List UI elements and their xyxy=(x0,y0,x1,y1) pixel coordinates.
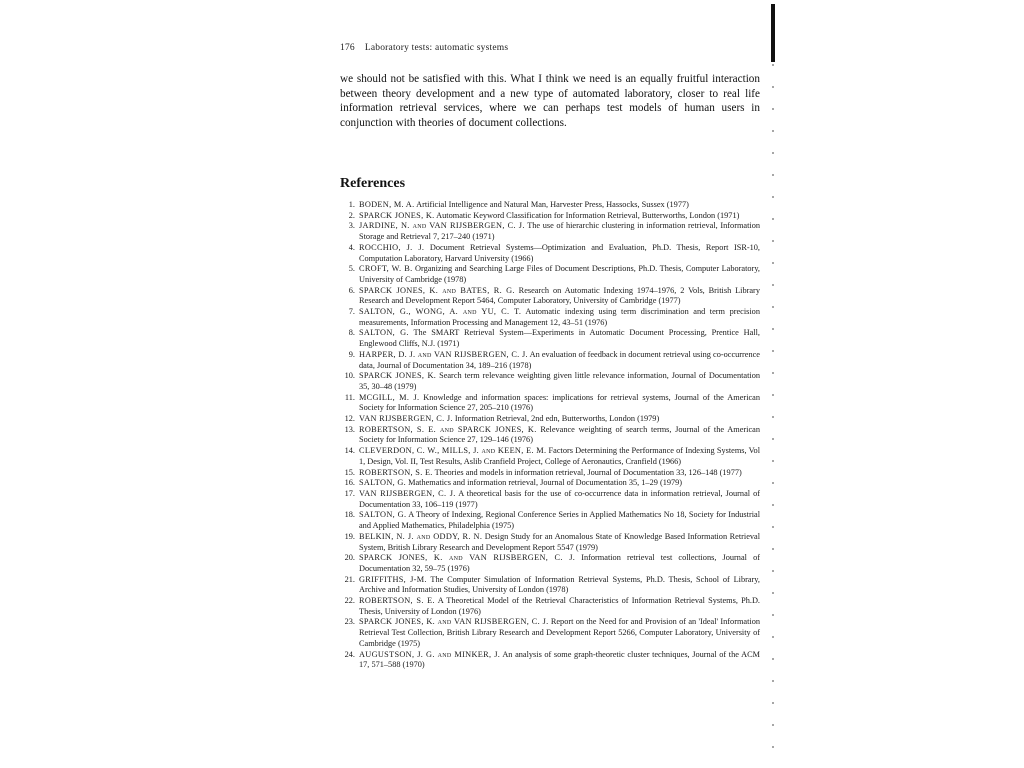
reference-item xyxy=(340,532,760,553)
reference-text: The SMART Retrieval System—Experiments in Automatic Document Processing, Prentice Hall, Englewood Cliffs, N.J. (1971) xyxy=(359,328,760,349)
page-number: 176 xyxy=(340,43,355,53)
reference-text: Artificial Intelligence and Natural Man, Harvester Press, Hassocks, Sussex (1977) xyxy=(416,200,689,209)
reference-text: Document Retrieval Systems—Optimization and Evaluation, Ph.D. Thesis, Report ISR-10, Computation Laboratory, Harvard University (1966) xyxy=(359,242,761,263)
reference-item xyxy=(340,510,760,531)
reference-authors: SALTON, G., WONG, A. and YU, C. T. xyxy=(359,307,522,317)
reference-item xyxy=(340,350,760,371)
reference-item xyxy=(340,617,760,649)
reference-authors: BELKIN, N. J. and ODDY, R. N. xyxy=(359,531,483,541)
reference-text: Mathematics and information retrieval, Journal of Documentation 35, 1–29 (1979) xyxy=(408,478,683,488)
reference-authors: SPARCK JONES, K. and BATES, R. G. xyxy=(359,285,515,295)
reference-text: The Computer Simulation of Information Retrieval Systems, Ph.D. Thesis, School of Library, Archive and Information Studies, University of London (1978) xyxy=(359,574,760,595)
scan-edge-mark xyxy=(771,4,775,62)
reference-authors: SPARCK JONES, K. and VAN RIJSBERGEN, C. J. xyxy=(359,553,576,563)
reference-number: 9. xyxy=(348,349,355,359)
reference-authors: ROBERTSON, S. E. xyxy=(359,596,435,606)
reference-authors: SPARCK JONES, K. xyxy=(359,210,435,220)
reference-number: 8. xyxy=(348,328,355,338)
reference-text: Information Retrieval, 2nd edn, Butterworths, London (1979) xyxy=(454,414,660,424)
reference-item xyxy=(340,264,760,285)
reference-item xyxy=(340,211,760,222)
reference-number: 17. xyxy=(344,488,355,498)
reference-text: Research on Automatic Indexing 1974–1976, 2 Vols, British Library Research and Development Report 5464, Computer Laboratory, University of Cambridge (1977) xyxy=(359,285,760,306)
reference-authors: SALTON, G. xyxy=(359,510,407,520)
reference-number: 14. xyxy=(344,446,355,456)
reference-item xyxy=(340,446,760,467)
reference-text: An analysis of some graph-theoretic cluster techniques, Journal of the ACM 17, 571–588 (1970) xyxy=(359,649,760,670)
reference-item xyxy=(340,286,760,307)
reference-number: 18. xyxy=(344,510,355,520)
reference-item xyxy=(340,243,760,264)
reference-number: 24. xyxy=(344,649,355,659)
reference-number: 23. xyxy=(344,617,355,627)
reference-number: 13. xyxy=(344,424,355,434)
reference-number: 20. xyxy=(344,553,355,563)
reference-text: Knowledge and information spaces: implications for retrieval systems, Journal of the American Society for Information Science 27, 205–210 (1976) xyxy=(359,392,761,413)
reference-number: 10. xyxy=(344,371,355,381)
reference-authors: SPARCK JONES, K. xyxy=(359,371,437,381)
reference-item xyxy=(340,200,760,211)
reference-text: Organizing and Searching Large Files of Document Descriptions, Ph.D. Thesis, Computer Laboratory, University of Cambridge (1978) xyxy=(359,264,760,284)
reference-authors: VAN RIJSBERGEN, C. J. xyxy=(359,488,456,498)
reference-authors: MCGILL, M. J. xyxy=(359,392,420,402)
reference-text: Search term relevance weighting given little relevance information, Journal of Documentation 35, 30–48 (1979) xyxy=(359,371,760,391)
reference-item xyxy=(340,468,760,479)
reference-text: Information retrieval test collections, Journal of Documentation 32, 59–75 (1976) xyxy=(359,553,760,573)
reference-item xyxy=(340,596,760,617)
reference-text: Theories and models in information retrieval, Journal of Documentation 33, 126–148 (1977) xyxy=(434,467,742,477)
running-head xyxy=(340,43,508,53)
reference-number: 15. xyxy=(344,467,355,477)
reference-item xyxy=(340,478,760,489)
reference-text: Report on the Need for and Provision of an 'Ideal' Information Retrieval Test Collection, British Library Research and Development Report 5266, Computer Laboratory, University of Cambridge (1975) xyxy=(359,617,760,648)
reference-authors: AUGUSTSON, J. G. and MINKER, J. xyxy=(359,649,501,659)
intro-paragraph: we should not be satisfied with this. What I think we need is an equally fruitful interaction between theory development and a new type of automated laboratory, closer to real life information retrieval services, where we can perhaps test models of human users in conjunction with theories of document collections. xyxy=(340,73,760,129)
reference-authors: ROBERTSON, S. E. xyxy=(359,467,433,477)
reference-number: 22. xyxy=(344,596,355,606)
reference-authors: HARPER, D. J. and VAN RIJSBERGEN, C. J. xyxy=(359,349,528,359)
reference-number: 7. xyxy=(348,307,355,317)
scan-edge-dots xyxy=(772,64,774,754)
reference-text: The use of hierarchic clustering in information retrieval, Information Storage and Retrieval 7, 217–240 (1971) xyxy=(359,221,761,242)
reference-text: A theoretical basis for the use of co-occurrence data in information retrieval, Journal of Documentation 33, 106–119 (1977) xyxy=(359,488,760,509)
reference-text: Relevance weighting of search terms, Journal of the American Society for Information Science 27, 129–146 (1976) xyxy=(359,424,760,445)
reference-text: Factors Determining the Performance of Indexing Systems, Vol 1, Design, Vol. II, Test Results, Aslib Cranfield Project, College of Aeronautics, Cranfield (1966) xyxy=(359,446,760,466)
reference-number: 1. xyxy=(348,200,355,209)
reference-item xyxy=(340,307,760,328)
reference-item xyxy=(340,221,760,242)
reference-authors: ROBERTSON, S. E. and SPARCK JONES, K. xyxy=(359,424,537,434)
reference-text: Automatic indexing using term discrimination and term precision measurements, Information Processing and Management 12, 43–51 (1976) xyxy=(359,307,760,327)
reference-authors: SALTON, G. xyxy=(359,328,409,338)
reference-authors: JARDINE, N. and VAN RIJSBERGEN, C. J. xyxy=(359,221,525,231)
reference-number: 16. xyxy=(344,478,355,488)
reference-authors: CLEVERDON, C. W., MILLS, J. and KEEN, E. M. xyxy=(359,446,547,456)
reference-item xyxy=(340,489,760,510)
reference-item xyxy=(340,414,760,425)
reference-item xyxy=(340,650,760,671)
reference-number: 6. xyxy=(348,285,355,295)
reference-item xyxy=(340,553,760,574)
reference-item xyxy=(340,393,760,414)
reference-number: 5. xyxy=(348,264,355,274)
reference-item xyxy=(340,328,760,349)
reference-authors: CROFT, W. B. xyxy=(359,264,413,274)
reference-authors: SPARCK JONES, K. and VAN RIJSBERGEN, C. J. xyxy=(359,617,549,627)
reference-item xyxy=(340,575,760,596)
reference-item xyxy=(340,425,760,446)
reference-authors: VAN RIJSBERGEN, C. J. xyxy=(359,414,453,424)
reference-text: A Theoretical Model of the Retrieval Characteristics of Information Retrieval Systems, Ph.D. Thesis, University of London (1976) xyxy=(359,596,761,616)
reference-authors: ROCCHIO, J. J. xyxy=(359,242,425,252)
reference-number: 3. xyxy=(348,221,355,231)
running-head-title: Laboratory tests: automatic systems xyxy=(364,43,509,53)
reference-text: A Theory of Indexing, Regional Conference Series in Applied Mathematics No 18, Society for Industrial and Applied Mathematics, Philadelphia (1975) xyxy=(359,510,761,531)
reference-authors: SALTON, G. xyxy=(359,478,407,488)
reference-number: 2. xyxy=(348,210,355,220)
reference-text: Design Study for an Anomalous State of Knowledge Based Information Retrieval System, British Library Research and Development Report 5547 (1979) xyxy=(359,531,761,552)
reference-text: An evaluation of feedback in document retrieval using co-occurrence data, Journal of Documentation 34, 189–216 (1978) xyxy=(359,349,760,370)
reference-authors: BODEN, M. A. xyxy=(359,200,415,209)
reference-number: 4. xyxy=(348,242,355,252)
references-heading: References xyxy=(340,176,406,191)
reference-number: 19. xyxy=(344,531,355,541)
reference-authors: GRIFFITHS, J-M. xyxy=(359,574,427,584)
reference-item xyxy=(340,371,760,392)
reference-number: 11. xyxy=(344,392,355,402)
reference-number: 12. xyxy=(344,414,355,424)
reference-text: Automatic Keyword Classification for Information Retrieval, Butterworths, London (1971) xyxy=(436,210,740,220)
reference-number: 21. xyxy=(344,574,355,584)
references-list xyxy=(340,200,760,671)
